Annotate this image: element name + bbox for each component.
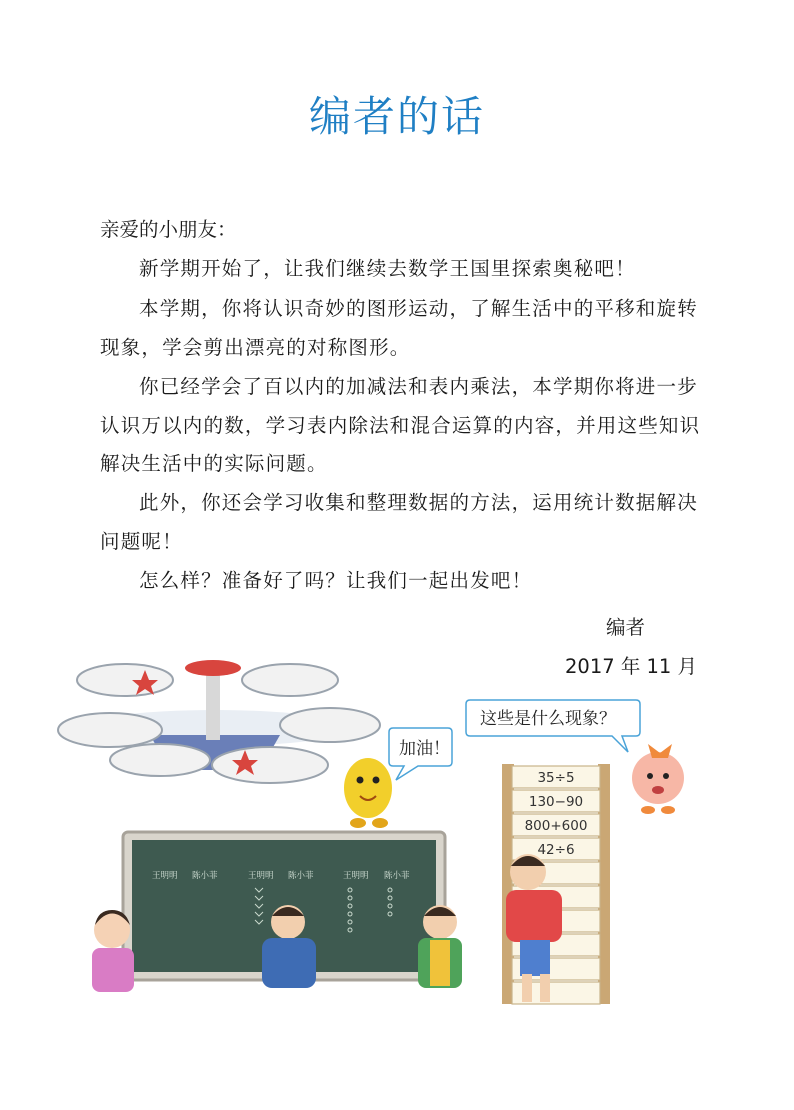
speech-bubble-question [466, 700, 640, 752]
ladder-card-2: 130−90 [528, 794, 584, 810]
board-header-2: 陈小菲 [192, 871, 218, 881]
board-header-6: 陈小菲 [384, 871, 410, 881]
paragraph-1: 新学期开始了，让我们继续去数学王国里探索奥秘吧！ [139, 257, 636, 280]
ladder-card-3: 800+600 [524, 818, 588, 834]
board-header-4: 陈小菲 [288, 871, 314, 881]
ladder-card-1: 35÷5 [537, 770, 575, 786]
speech-bubble-cheer [389, 728, 452, 780]
illustration [0, 640, 794, 1040]
board-header-1: 王明明 [152, 871, 178, 881]
page-title: 编者的话 [308, 92, 485, 141]
bubble-cheer-text: 加油！ [399, 739, 450, 759]
paragraph-4: 此外，你还会学习收集和整理数据的方法，运用统计数据解决问题呢！ [100, 491, 698, 553]
pink-mascot-image [632, 744, 684, 814]
paragraph-5: 怎么样？准备好了吗？让我们一起出发吧！ [139, 569, 533, 592]
greeting: 亲爱的小朋友： [100, 218, 237, 241]
date-line: 2017 年 11 月 [565, 655, 698, 678]
number-ladder-image [502, 764, 610, 1004]
ladder-card-4: 42÷6 [537, 842, 575, 858]
yellow-mascot-image [344, 758, 392, 828]
bubble-question-text: 这些是什么现象？ [480, 709, 616, 729]
paragraph-2: 本学期，你将认识奇妙的图形运动，了解生活中的平移和旋转现象，学会剪出漂亮的对称图形。 [100, 297, 698, 359]
board-header-3: 王明明 [248, 871, 274, 881]
carousel-ride-image [58, 660, 380, 783]
board-header-5: 王明明 [343, 871, 369, 881]
paragraph-3: 你已经学会了百以内的加减法和表内乘法，本学期你将进一步认识万以内的数，学习表内除法和混合运算的内容，并用这些知识解决生活中的实际问题。 [100, 375, 701, 475]
signature: 编者 [606, 616, 646, 639]
